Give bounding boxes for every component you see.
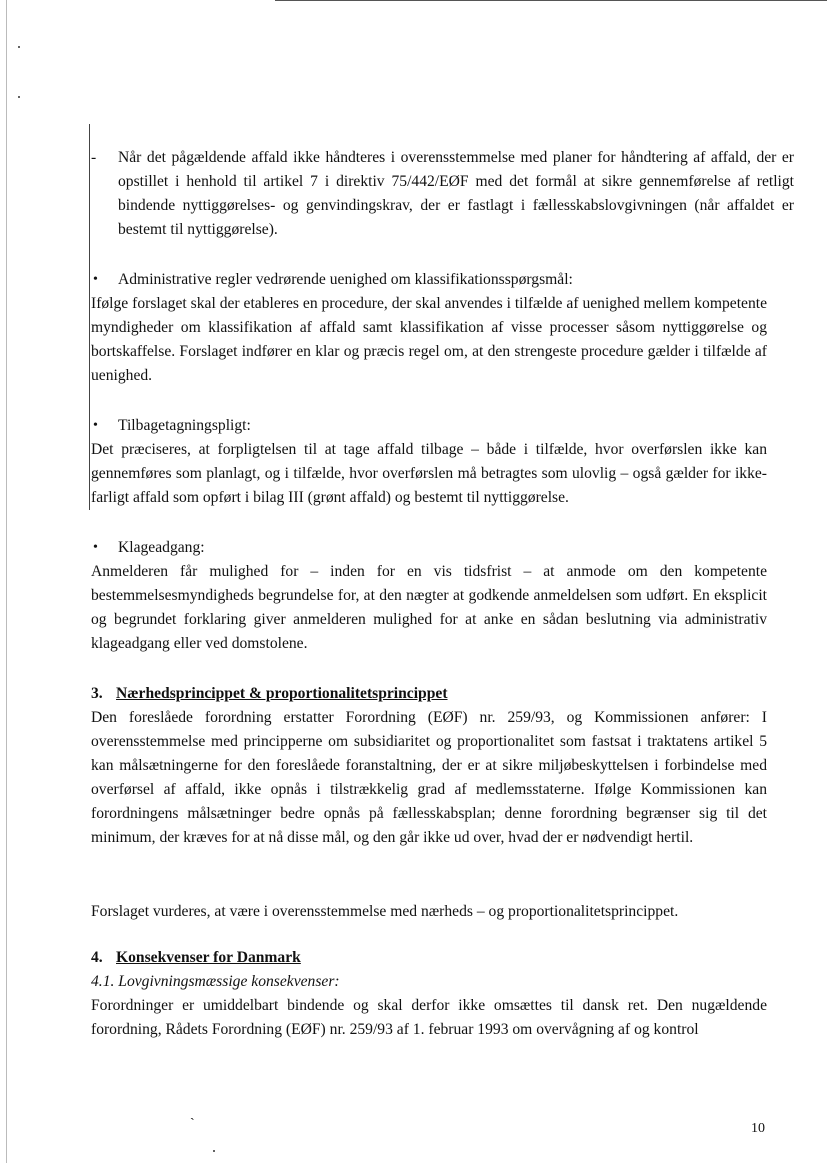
section-title: Konsekvenser for Danmark	[116, 949, 301, 966]
scan-speck	[18, 46, 20, 48]
section-4-paragraph: Forordninger er umiddelbart bindende og skal derfor ikke omsættes til dansk ret. Den nugældende forordning, Rådets Forordning (EØF) nr. 259/93 af 1. februar 1993 om overvågning af og kontrol	[91, 997, 767, 1038]
scan-speck	[213, 1150, 215, 1152]
bullet-body: Det præciseres, at forpligtelsen til at tage affald tilbage – både i tilfælde, hvor overførslen ikke kan gennemføres som planlagt, og i tilfælde, hvor overførslen må betragtes som ulovlig – også gælder for ikke-farligt affald som opført i bilag III (grønt affald) og bestemt til nyttiggørelse.	[91, 441, 767, 506]
scan-top-rule	[275, 0, 827, 1]
page-number: 10	[751, 1121, 765, 1136]
bullet-heading	[91, 414, 767, 438]
bullet-heading	[91, 268, 767, 292]
section-3-heading	[91, 682, 767, 706]
section-4-heading	[91, 946, 767, 970]
section-title: Nærhedsprincippet & proportionalitetsprincippet	[116, 685, 448, 702]
bullet-title: Klageadgang:	[118, 539, 205, 556]
bullet-section-classification	[91, 268, 767, 388]
bullet-title: Tilbagetagningspligt:	[118, 417, 251, 434]
scan-speck	[18, 96, 20, 98]
scan-tick-mark: ˏ	[190, 1106, 195, 1121]
section-number: 3.	[91, 685, 103, 702]
bullet-section-takeback	[91, 414, 767, 510]
bullet-body: Anmelderen får mulighed for – inden for en vis tidsfrist – at anmode om den kompetente bestemmelsesmyndigheds begrundelse for, at den nægter at godkende anmeldelsen som udført. En eksplicit og begrundet forklaring giver anmelderen mulighed for at anke en sådan beslutning via administrativ klageadgang eller ved domstolene.	[91, 563, 767, 652]
bullet-marker: •	[93, 540, 98, 555]
subsection-heading: 4.1. Lovgivningsmæssige konsekvenser:	[91, 973, 340, 990]
bullet-marker: •	[93, 272, 98, 287]
bullet-section-appeal	[91, 536, 767, 656]
dash-marker: -	[91, 149, 97, 166]
bullet-body: Ifølge forslaget skal der etableres en procedure, der skal anvendes i tilfælde af uenighed mellem kompetente myndigheder om klassifikation af affald samt klassifikation af visse processer såsom nyttiggørelse og bortskaffelse. Forslaget indfører en klar og præcis regel om, at den strengeste procedure gælder i tilfælde af uenighed.	[91, 295, 767, 384]
bullet-marker: •	[93, 418, 98, 433]
scan-left-edge	[6, 0, 7, 1163]
dash-list-item	[91, 146, 794, 242]
dash-item-text: Når det pågældende affald ikke håndteres i overensstemmelse med planer for håndtering af affald, der er opstillet i henhold til artikel 7 i direktiv 75/442/EØF med det formål at sikre gennemførelse af retligt bindende nyttiggørelses- og genvindingskrav, der er fastlagt i fællesskabslovgivningen (når affaldet er bestemt til nyttiggørelse).	[118, 149, 794, 238]
bullet-heading	[91, 536, 767, 560]
change-bar	[89, 124, 90, 510]
bullet-title: Administrative regler vedrørende uenighed om klassifikationsspørgsmål:	[118, 271, 573, 288]
section-3-conclusion: Forslaget vurderes, at være i overensstemmelse med nærheds – og proportionalitetsprincippet.	[91, 903, 679, 920]
section-3-paragraph: Den foreslåede forordning erstatter Forordning (EØF) nr. 259/93, og Kommissionen anfører: I overensstemmelse med principperne om subsidiaritet og proportionalitet som fastsat i traktatens artikel 5 kan målsætningerne for den foreslåede foranstaltning, der er at sikre miljøbeskyttelsen i forbindelse med overførsel af affald, ikke opnås i tilstrækkelig grad af medlemsstaterne. Ifølge Kommissionen kan forordningens målsætninger bedre opnås på fællesskabsplan; denne forordning begrænser sig til det minimum, der kræves for at nå disse mål, og den går ikke ud over, hvad der er nødvendigt hertil.	[91, 709, 767, 846]
section-number: 4.	[91, 949, 103, 966]
